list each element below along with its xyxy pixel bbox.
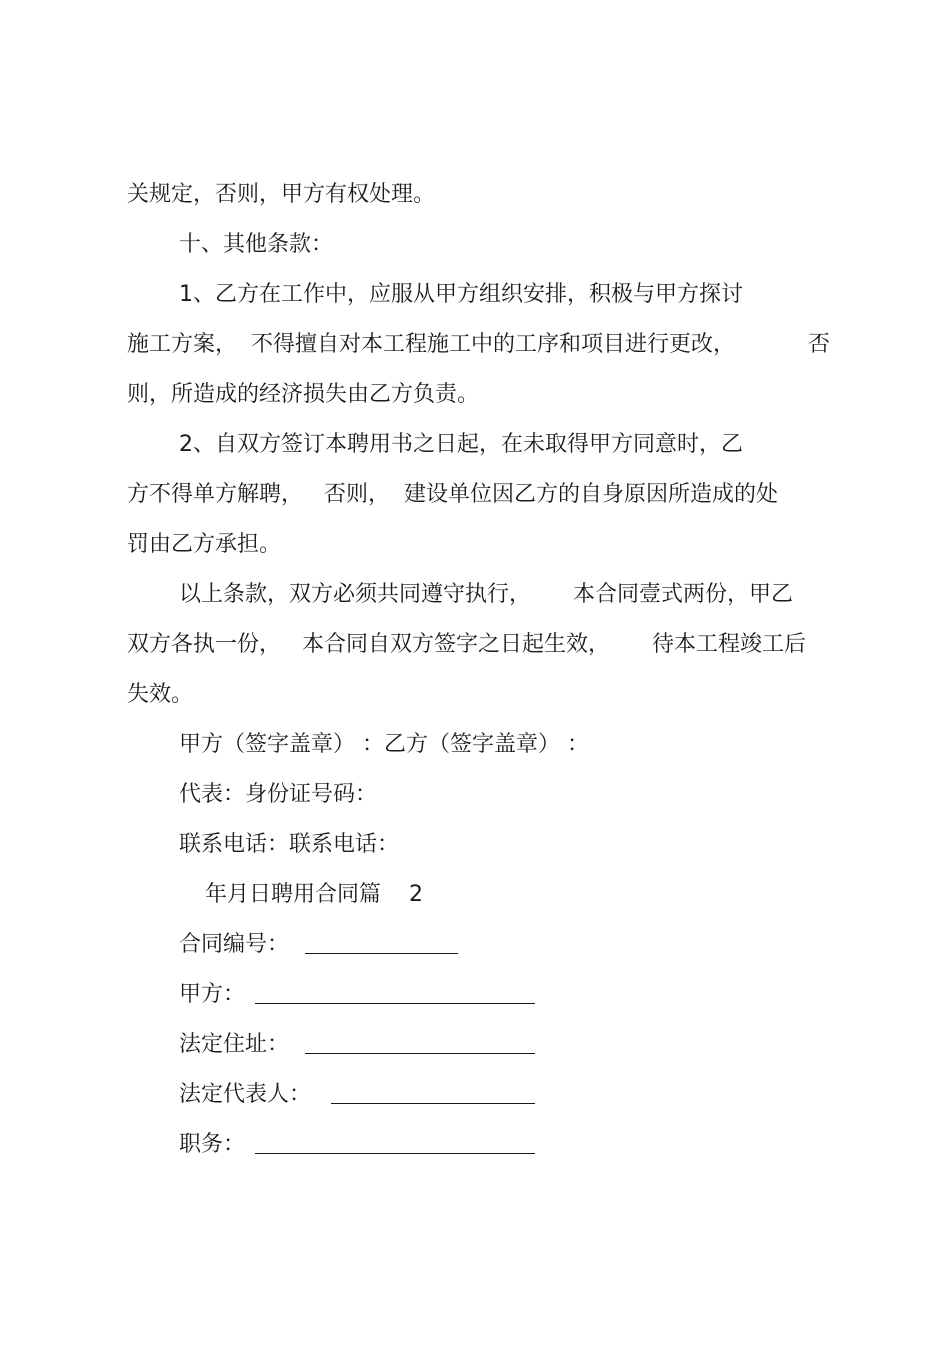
text-line: 失效。 [127, 682, 194, 707]
legal-address-blank[interactable] [305, 1053, 535, 1054]
text-line: 施工方案， 不得擅自对本工程施工中的工序和项目进行更改， [127, 332, 735, 357]
field-label-position: 职务： [179, 1132, 246, 1157]
field-label-contract-number: 合同编号： [179, 932, 290, 957]
representative-line: 代表：身份证号码： [179, 782, 378, 807]
position-blank[interactable] [255, 1153, 535, 1154]
field-label-party-a: 甲方： [179, 982, 246, 1007]
text-line: 方不得单方解聘， 否则， 建设单位因乙方的自身原因所造成的处 [127, 482, 778, 507]
text-line: 以上条款，双方必须共同遵守执行， 本合同壹式两份，甲乙 [179, 582, 793, 607]
text-line: 双方各执一份， 本合同自双方签字之日起生效， 待本工程竣工后 [127, 632, 806, 657]
phone-line: 联系电话：联系电话： [179, 832, 400, 857]
text-line: 罚由乙方承担。 [127, 532, 282, 557]
field-label-legal-address: 法定住址： [179, 1032, 290, 1057]
contract-number-blank[interactable] [305, 953, 458, 954]
signature-line: 甲方（签字盖章） ：乙方（签字盖章） ： [179, 732, 589, 757]
text-line: 关规定，否则，甲方有权处理。 [127, 182, 436, 207]
text-line: 1、乙方在工作中，应服从甲方组织安排，积极与甲方探讨 [179, 282, 743, 307]
field-label-legal-representative: 法定代表人： [179, 1082, 312, 1107]
text-line: 否 [808, 332, 831, 357]
legal-representative-blank[interactable] [331, 1103, 535, 1104]
contract-title: 年月日聘用合同篇 2 [205, 882, 423, 907]
party-a-blank[interactable] [255, 1003, 535, 1004]
text-line: 2、自双方签订本聘用书之日起，在未取得甲方同意时，乙 [179, 432, 743, 457]
text-line: 则，所造成的经济损失由乙方负责。 [127, 382, 480, 407]
section-heading: 十、其他条款： [179, 232, 334, 257]
